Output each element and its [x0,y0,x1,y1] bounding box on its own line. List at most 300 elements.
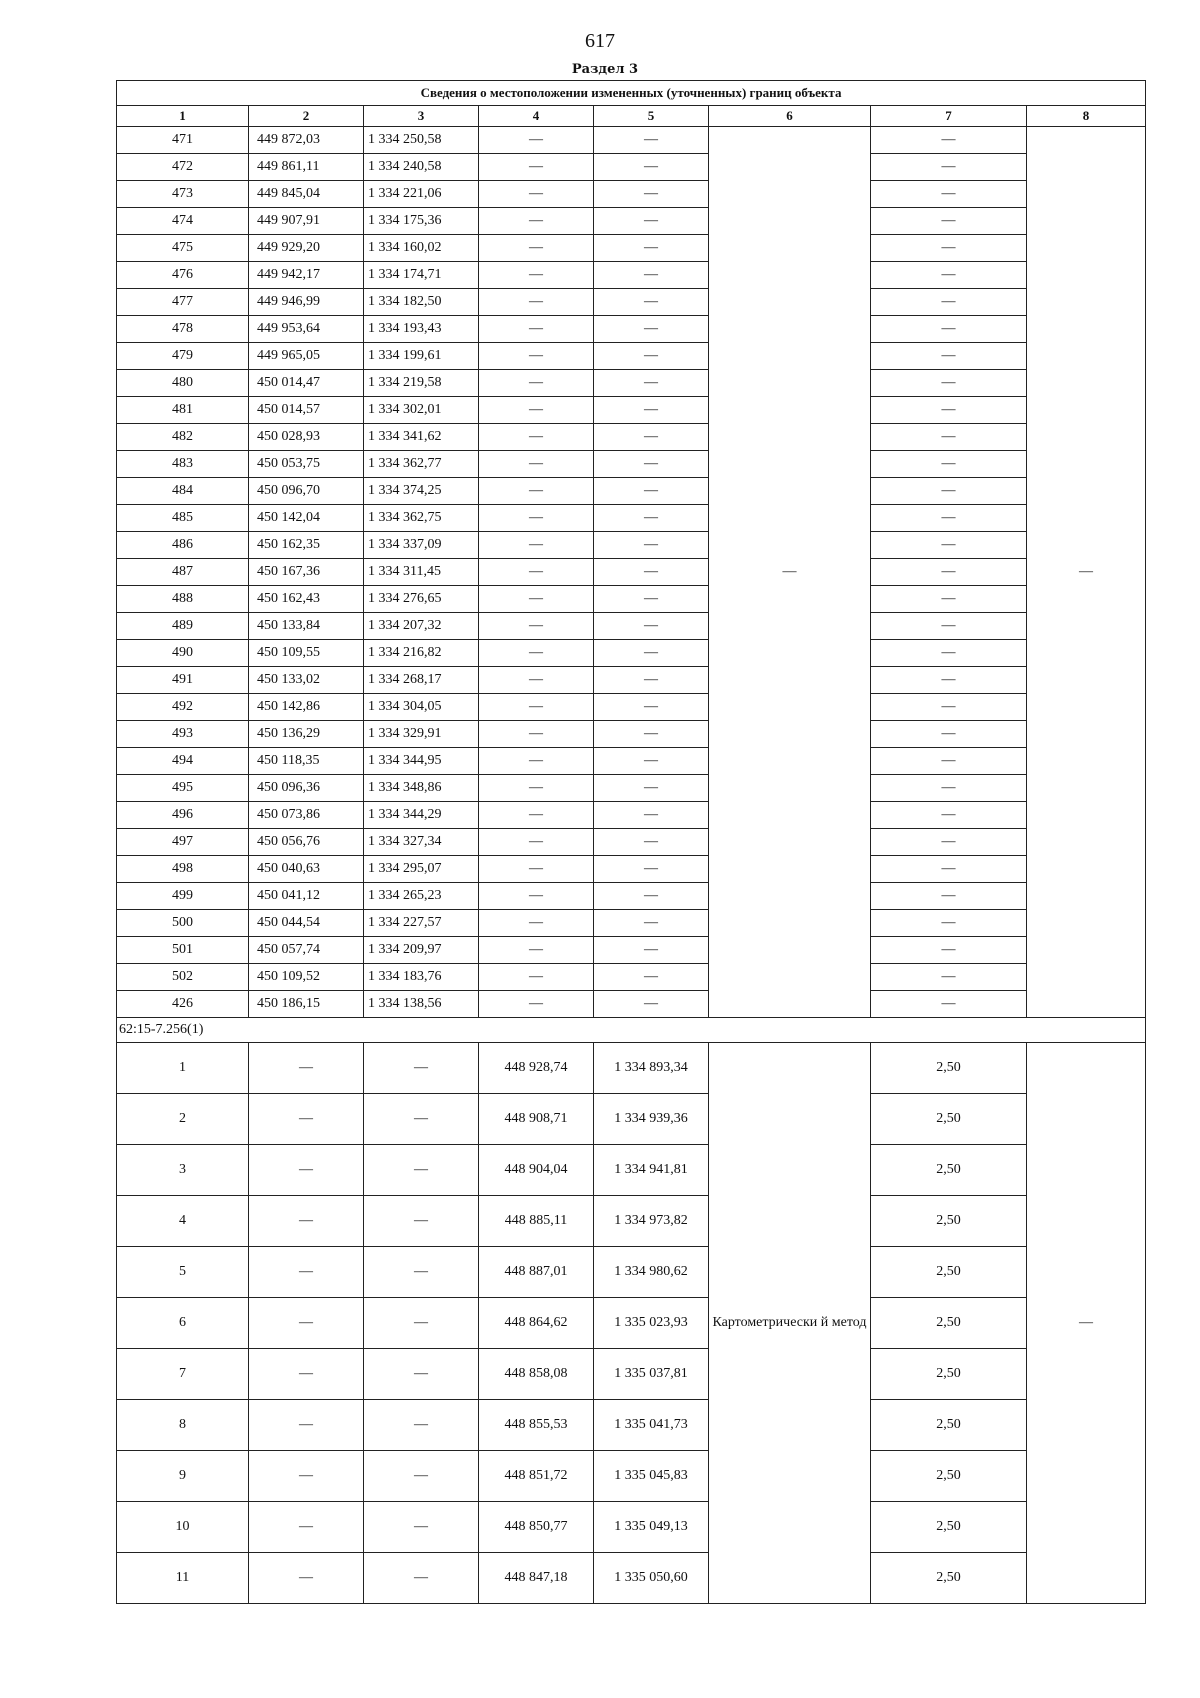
table-row [117,721,1146,748]
x-coordinate-cell: — [249,1553,364,1604]
new-y-cell: — [594,883,709,910]
new-x-cell: — [479,370,594,397]
accuracy-cell: — [871,721,1027,748]
y-coordinate-cell: 1 334 216,82 [364,640,479,667]
new-y-cell: — [594,910,709,937]
accuracy-cell: — [871,640,1027,667]
new-x-cell: 448 885,11 [479,1196,594,1247]
table-row [117,505,1146,532]
y-coordinate-cell: 1 334 268,17 [364,667,479,694]
new-x-cell: — [479,910,594,937]
point-number-cell: 496 [117,802,249,829]
point-number-cell: 474 [117,208,249,235]
table-row [117,856,1146,883]
accuracy-cell: — [871,370,1027,397]
new-y-cell: — [594,613,709,640]
table-row [117,451,1146,478]
table-row [117,1502,1146,1553]
point-number-cell: 485 [117,505,249,532]
table-row [117,586,1146,613]
new-x-cell: — [479,343,594,370]
accuracy-cell: — [871,451,1027,478]
new-x-cell: — [479,235,594,262]
x-coordinate-cell: 449 907,91 [249,208,364,235]
y-coordinate-cell: 1 334 221,06 [364,181,479,208]
page-number: 617 [585,30,615,52]
new-y-cell: — [594,775,709,802]
new-y-cell: — [594,424,709,451]
y-coordinate-cell: 1 334 175,36 [364,208,479,235]
x-coordinate-cell: 450 096,70 [249,478,364,505]
table-row [117,964,1146,991]
new-x-cell: 448 847,18 [479,1553,594,1604]
new-x-cell: — [479,181,594,208]
x-coordinate-cell: — [249,1451,364,1502]
point-number-cell: 497 [117,829,249,856]
new-x-cell: — [479,829,594,856]
y-coordinate-cell: — [364,1553,479,1604]
accuracy-cell: — [871,748,1027,775]
new-y-cell: — [594,667,709,694]
new-y-cell: — [594,127,709,154]
point-number-cell: 1 [117,1043,249,1094]
x-coordinate-cell: 449 845,04 [249,181,364,208]
accuracy-cell: — [871,829,1027,856]
x-coordinate-cell: 450 142,04 [249,505,364,532]
x-coordinate-cell: — [249,1400,364,1451]
new-y-cell: 1 334 939,36 [594,1094,709,1145]
new-x-cell: 448 887,01 [479,1247,594,1298]
point-number-cell: 481 [117,397,249,424]
column-header: 8 [1027,106,1146,127]
new-y-cell: — [594,856,709,883]
x-coordinate-cell: 450 162,35 [249,532,364,559]
point-number-cell: 476 [117,262,249,289]
new-y-cell: 1 335 023,93 [594,1298,709,1349]
point-number-cell: 477 [117,289,249,316]
x-coordinate-cell: 449 872,03 [249,127,364,154]
method-cell: — [709,127,871,1018]
y-coordinate-cell: — [364,1298,479,1349]
new-x-cell: — [479,532,594,559]
accuracy-cell: 2,50 [871,1400,1027,1451]
y-coordinate-cell: 1 334 341,62 [364,424,479,451]
new-x-cell: — [479,856,594,883]
new-y-cell: — [594,397,709,424]
new-x-cell: — [479,478,594,505]
accuracy-cell: — [871,613,1027,640]
accuracy-cell: 2,50 [871,1451,1027,1502]
x-coordinate-cell: 450 041,12 [249,883,364,910]
point-number-cell: 498 [117,856,249,883]
description-cell: — [1027,1043,1146,1604]
accuracy-cell: — [871,235,1027,262]
y-coordinate-cell: 1 334 295,07 [364,856,479,883]
new-x-cell: 448 858,08 [479,1349,594,1400]
table-row [117,1349,1146,1400]
point-number-cell: 494 [117,748,249,775]
new-y-cell: 1 335 037,81 [594,1349,709,1400]
y-coordinate-cell: 1 334 276,65 [364,586,479,613]
accuracy-cell: — [871,991,1027,1018]
table-row [117,640,1146,667]
table-row [117,694,1146,721]
new-y-cell: 1 334 941,81 [594,1145,709,1196]
y-coordinate-cell: 1 334 362,75 [364,505,479,532]
x-coordinate-cell: — [249,1298,364,1349]
new-y-cell: — [594,343,709,370]
x-coordinate-cell: — [249,1349,364,1400]
table-row [117,667,1146,694]
accuracy-cell: — [871,154,1027,181]
y-coordinate-cell: 1 334 182,50 [364,289,479,316]
table-row [117,316,1146,343]
table-row [117,1094,1146,1145]
new-x-cell: — [479,289,594,316]
table-row [117,235,1146,262]
x-coordinate-cell: 449 861,11 [249,154,364,181]
new-x-cell: — [479,802,594,829]
point-number-cell: 7 [117,1349,249,1400]
accuracy-cell: — [871,802,1027,829]
x-coordinate-cell: 450 109,52 [249,964,364,991]
table-row [117,1553,1146,1604]
point-number-cell: 6 [117,1298,249,1349]
table-row [117,910,1146,937]
new-y-cell: 1 334 980,62 [594,1247,709,1298]
new-x-cell: — [479,154,594,181]
x-coordinate-cell: 449 965,05 [249,343,364,370]
y-coordinate-cell: — [364,1247,479,1298]
table-row [117,262,1146,289]
section-title: Раздел 3 [571,62,639,77]
new-y-cell: — [594,478,709,505]
table-row [117,1043,1146,1094]
new-x-cell: — [479,694,594,721]
y-coordinate-cell: — [364,1349,479,1400]
y-coordinate-cell: — [364,1094,479,1145]
new-x-cell: 448 850,77 [479,1502,594,1553]
new-x-cell: — [479,640,594,667]
y-coordinate-cell: — [364,1196,479,1247]
accuracy-cell: 2,50 [871,1094,1027,1145]
point-number-cell: 484 [117,478,249,505]
new-y-cell: — [594,748,709,775]
new-y-cell: 1 335 050,60 [594,1553,709,1604]
table-row [117,181,1146,208]
x-coordinate-cell: 450 167,36 [249,559,364,586]
column-header: 4 [479,106,594,127]
x-coordinate-cell: 450 028,93 [249,424,364,451]
point-number-cell: 478 [117,316,249,343]
table-row [117,1196,1146,1247]
new-y-cell: — [594,208,709,235]
y-coordinate-cell: 1 334 209,97 [364,937,479,964]
x-coordinate-cell: 450 136,29 [249,721,364,748]
x-coordinate-cell: — [249,1043,364,1094]
table-row [117,154,1146,181]
x-coordinate-cell: 450 014,57 [249,397,364,424]
point-number-cell: 472 [117,154,249,181]
accuracy-cell: — [871,262,1027,289]
new-y-cell: — [594,937,709,964]
y-coordinate-cell: 1 334 327,34 [364,829,479,856]
point-number-cell: 491 [117,667,249,694]
x-coordinate-cell: — [249,1196,364,1247]
new-x-cell: 448 855,53 [479,1400,594,1451]
point-number-cell: 2 [117,1094,249,1145]
table-row [117,397,1146,424]
point-number-cell: 471 [117,127,249,154]
new-y-cell: — [594,262,709,289]
accuracy-cell: — [871,694,1027,721]
new-y-cell: 1 335 041,73 [594,1400,709,1451]
y-coordinate-cell: 1 334 160,02 [364,235,479,262]
point-number-cell: 5 [117,1247,249,1298]
accuracy-cell: 2,50 [871,1196,1027,1247]
x-coordinate-cell: — [249,1094,364,1145]
point-number-cell: 486 [117,532,249,559]
x-coordinate-cell: 449 942,17 [249,262,364,289]
new-x-cell: — [479,937,594,964]
table-row [117,478,1146,505]
x-coordinate-cell: — [249,1502,364,1553]
new-x-cell: — [479,748,594,775]
y-coordinate-cell: 1 334 362,77 [364,451,479,478]
x-coordinate-cell: — [249,1145,364,1196]
accuracy-cell: — [871,181,1027,208]
point-number-cell: 11 [117,1553,249,1604]
table-row [117,127,1146,154]
y-coordinate-cell: 1 334 302,01 [364,397,479,424]
accuracy-cell: 2,50 [871,1349,1027,1400]
new-x-cell: — [479,559,594,586]
column-header: 1 [117,106,249,127]
boundary-table [116,80,1146,1604]
table-row [117,748,1146,775]
accuracy-cell: 2,50 [871,1247,1027,1298]
new-x-cell: — [479,964,594,991]
table-row [117,991,1146,1018]
accuracy-cell: — [871,316,1027,343]
table-row [117,1298,1146,1349]
table-row [117,1400,1146,1451]
table-row [117,802,1146,829]
y-coordinate-cell: 1 334 344,29 [364,802,479,829]
x-coordinate-cell: 450 186,15 [249,991,364,1018]
column-number-row [117,106,1146,127]
new-x-cell: — [479,613,594,640]
column-header: 5 [594,106,709,127]
table-row [117,883,1146,910]
point-number-cell: 473 [117,181,249,208]
x-coordinate-cell: 450 073,86 [249,802,364,829]
new-y-cell: — [594,532,709,559]
point-number-cell: 4 [117,1196,249,1247]
new-x-cell: — [479,667,594,694]
accuracy-cell: — [871,586,1027,613]
column-header: 7 [871,106,1027,127]
new-x-cell: — [479,586,594,613]
new-x-cell: — [479,451,594,478]
point-number-cell: 499 [117,883,249,910]
point-number-cell: 9 [117,1451,249,1502]
new-y-cell: — [594,235,709,262]
x-coordinate-cell: 450 096,36 [249,775,364,802]
contour-separator-row [117,1018,1146,1043]
table-row [117,775,1146,802]
table-row [117,289,1146,316]
accuracy-cell: 2,50 [871,1502,1027,1553]
new-y-cell: — [594,505,709,532]
table-row [117,937,1146,964]
point-number-cell: 493 [117,721,249,748]
y-coordinate-cell: — [364,1400,479,1451]
new-y-cell: 1 335 049,13 [594,1502,709,1553]
table-row [117,1451,1146,1502]
point-number-cell: 482 [117,424,249,451]
y-coordinate-cell: 1 334 183,76 [364,964,479,991]
new-x-cell: — [479,775,594,802]
contour-number: 62:15-7.256(1) [117,1018,1146,1043]
new-x-cell: 448 864,62 [479,1298,594,1349]
new-y-cell: 1 335 045,83 [594,1451,709,1502]
new-x-cell: — [479,127,594,154]
new-y-cell: — [594,181,709,208]
x-coordinate-cell: 450 162,43 [249,586,364,613]
method-cell: Картометрически й метод [709,1043,871,1604]
accuracy-cell: — [871,478,1027,505]
x-coordinate-cell: 450 057,74 [249,937,364,964]
new-y-cell: 1 334 973,82 [594,1196,709,1247]
table-row [117,829,1146,856]
new-y-cell: — [594,964,709,991]
y-coordinate-cell: — [364,1502,479,1553]
x-coordinate-cell: 450 053,75 [249,451,364,478]
accuracy-cell: — [871,856,1027,883]
column-header: 2 [249,106,364,127]
accuracy-cell: — [871,883,1027,910]
point-number-cell: 426 [117,991,249,1018]
new-y-cell: — [594,640,709,667]
accuracy-cell: — [871,289,1027,316]
new-x-cell: — [479,262,594,289]
new-x-cell: 448 851,72 [479,1451,594,1502]
y-coordinate-cell: 1 334 344,95 [364,748,479,775]
x-coordinate-cell: 450 109,55 [249,640,364,667]
point-number-cell: 487 [117,559,249,586]
accuracy-cell: 2,50 [871,1145,1027,1196]
y-coordinate-cell: 1 334 250,58 [364,127,479,154]
x-coordinate-cell: 450 014,47 [249,370,364,397]
point-number-cell: 490 [117,640,249,667]
accuracy-cell: — [871,667,1027,694]
x-coordinate-cell: 449 946,99 [249,289,364,316]
y-coordinate-cell: 1 334 240,58 [364,154,479,181]
new-x-cell: 448 904,04 [479,1145,594,1196]
new-x-cell: 448 928,74 [479,1043,594,1094]
point-number-cell: 475 [117,235,249,262]
y-coordinate-cell: 1 334 329,91 [364,721,479,748]
accuracy-cell: — [871,505,1027,532]
table-row [117,208,1146,235]
point-number-cell: 479 [117,343,249,370]
x-coordinate-cell: 449 929,20 [249,235,364,262]
accuracy-cell: — [871,127,1027,154]
table-caption: Сведения о местоположении измененных (уточненных) границ объекта [117,81,1146,106]
point-number-cell: 502 [117,964,249,991]
accuracy-cell: — [871,775,1027,802]
y-coordinate-cell: 1 334 374,25 [364,478,479,505]
new-x-cell: — [479,208,594,235]
new-y-cell: — [594,289,709,316]
table-row [117,532,1146,559]
new-x-cell: — [479,397,594,424]
y-coordinate-cell: 1 334 207,32 [364,613,479,640]
y-coordinate-cell: — [364,1043,479,1094]
y-coordinate-cell: 1 334 174,71 [364,262,479,289]
accuracy-cell: — [871,208,1027,235]
accuracy-cell: — [871,964,1027,991]
y-coordinate-cell: — [364,1145,479,1196]
point-number-cell: 8 [117,1400,249,1451]
new-y-cell: — [594,586,709,613]
new-y-cell: — [594,451,709,478]
new-y-cell: — [594,829,709,856]
y-coordinate-cell: 1 334 348,86 [364,775,479,802]
new-x-cell: 448 908,71 [479,1094,594,1145]
new-y-cell: — [594,316,709,343]
accuracy-cell: — [871,937,1027,964]
x-coordinate-cell: 450 044,54 [249,910,364,937]
new-y-cell: — [594,721,709,748]
table-row [117,370,1146,397]
new-y-cell: — [594,559,709,586]
point-number-cell: 495 [117,775,249,802]
new-x-cell: — [479,991,594,1018]
accuracy-cell: — [871,559,1027,586]
new-y-cell: 1 334 893,34 [594,1043,709,1094]
point-number-cell: 492 [117,694,249,721]
y-coordinate-cell: 1 334 311,45 [364,559,479,586]
accuracy-cell: 2,50 [871,1298,1027,1349]
point-number-cell: 483 [117,451,249,478]
point-number-cell: 10 [117,1502,249,1553]
point-number-cell: 489 [117,613,249,640]
accuracy-cell: — [871,424,1027,451]
point-number-cell: 500 [117,910,249,937]
y-coordinate-cell: 1 334 138,56 [364,991,479,1018]
column-header: 3 [364,106,479,127]
table-row [117,559,1146,586]
point-number-cell: 480 [117,370,249,397]
new-y-cell: — [594,802,709,829]
new-x-cell: — [479,721,594,748]
x-coordinate-cell: 450 118,35 [249,748,364,775]
y-coordinate-cell: 1 334 304,05 [364,694,479,721]
table-row [117,424,1146,451]
table-row [117,1145,1146,1196]
table-row [117,343,1146,370]
new-y-cell: — [594,694,709,721]
x-coordinate-cell: — [249,1247,364,1298]
new-y-cell: — [594,991,709,1018]
description-cell: — [1027,127,1146,1018]
x-coordinate-cell: 450 040,63 [249,856,364,883]
new-x-cell: — [479,424,594,451]
accuracy-cell: — [871,397,1027,424]
x-coordinate-cell: 450 133,84 [249,613,364,640]
